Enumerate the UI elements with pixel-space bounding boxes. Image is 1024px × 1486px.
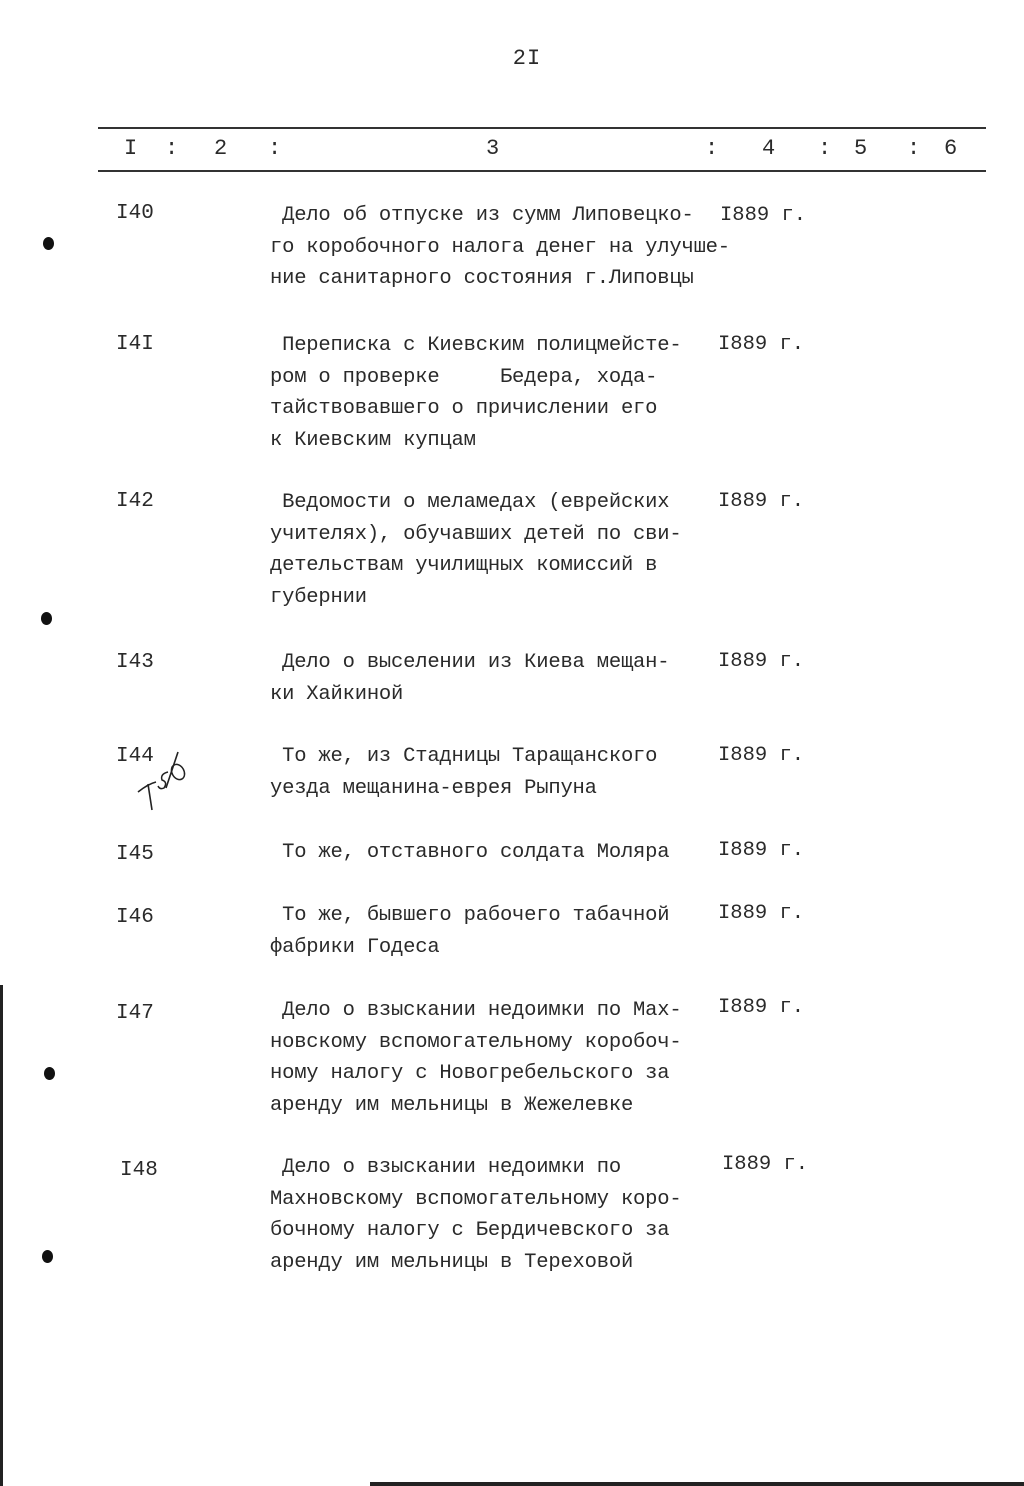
description-line: губернии [270,585,367,609]
description-line: ром о проверке Бедера, хода- [270,365,658,389]
entry-description [270,1152,720,1278]
entry-date: I889 г. [718,333,805,356]
entry-date: I889 г. [718,650,805,673]
column-header-4: 4 [762,136,776,161]
entry-number: I45 [116,843,154,866]
description-line: ние санитарного состояния г.Липовцы [270,267,694,290]
column-separator: : [165,136,179,161]
entry-description [270,487,720,613]
description-line: ному налогу с Новогребельского за [270,1062,670,1085]
punch-hole-mark [43,237,54,250]
column-separator: : [268,136,282,161]
handwritten-annotation [130,748,200,818]
punch-hole-mark [44,1067,55,1080]
description-line: учителях), обучавших детей по сви- [270,522,682,546]
scan-bottom-edge [370,1482,1024,1486]
description-line: новскому вспомогательному коробоч- [270,1030,682,1054]
description-line: уезда мещанина-еврея Рыпуна [270,776,597,800]
scan-left-edge [0,985,3,1486]
description-line: фабрики Годеса [270,935,440,959]
column-header-6: 6 [944,136,958,161]
description-line: го коробочного налога денег на улучше- [270,235,730,259]
entry-date: I889 г. [720,204,807,227]
page-number: 2I [512,46,542,71]
entry-number: I47 [116,1002,154,1025]
column-header-2: 2 [214,136,228,161]
header-rule-top [98,127,986,129]
description-line: Дело об отпуске из сумм Липовецко- [270,204,694,227]
entry-description [270,900,720,963]
entry-description [270,647,720,710]
description-line: тайствовавшего о причислении его [270,397,658,420]
description-line: То же, из Стадницы Таращанского [270,745,658,768]
entry-description [270,200,730,295]
description-line: Дело о взыскании недоимки по Мах- [270,999,682,1022]
entry-description [270,741,720,804]
entry-date: I889 г. [718,490,805,513]
column-separator: : [818,136,832,161]
description-line: Ведомости о меламедах (еврейских [270,491,670,514]
entry-number: I4I [116,333,154,356]
entry-date: I889 г. [718,996,805,1019]
entry-number: I42 [116,490,154,513]
column-header-1: I [124,136,138,161]
description-line: То же, бывшего рабочего табачной [270,904,670,927]
column-separator: : [907,136,921,161]
column-separator: : [705,136,719,161]
description-line: Дело о выселении из Киева мещан- [270,651,670,674]
entry-number: I40 [116,202,154,225]
entry-number: I46 [116,906,154,929]
punch-hole-mark [41,612,52,625]
description-line: детельствам училищных комиссий в [270,554,658,577]
description-line: Махновскому вспомогательному коро- [270,1187,682,1211]
column-header-5: 5 [854,136,868,161]
table-header [0,136,1024,162]
entry-description [270,837,720,869]
header-rule-bottom [98,170,986,172]
column-header-3: 3 [486,136,500,161]
entry-number: I44 [116,745,154,768]
description-line: ки Хайкиной [270,682,404,706]
entry-date: I889 г. [718,902,805,925]
description-line: Дело о взыскании недоимки по [270,1156,621,1179]
entry-date: I889 г. [718,839,805,862]
description-line: аренду им мельницы в Тереховой [270,1250,634,1274]
entry-number: I43 [116,651,154,674]
description-line: То же, отставного солдата Моляра [270,841,670,864]
entry-description [270,995,720,1121]
description-line: аренду им мельницы в Жежелевке [270,1093,634,1117]
entry-description [270,330,720,456]
description-line: Переписка с Киевским полицмейсте- [270,334,682,357]
entry-number: I48 [120,1159,158,1182]
description-line: бочному налогу с Бердичевского за [270,1219,670,1242]
punch-hole-mark [42,1250,53,1263]
entry-date: I889 г. [718,744,805,767]
description-line: к Киевским купцам [270,428,476,452]
entry-date: I889 г. [722,1153,809,1176]
